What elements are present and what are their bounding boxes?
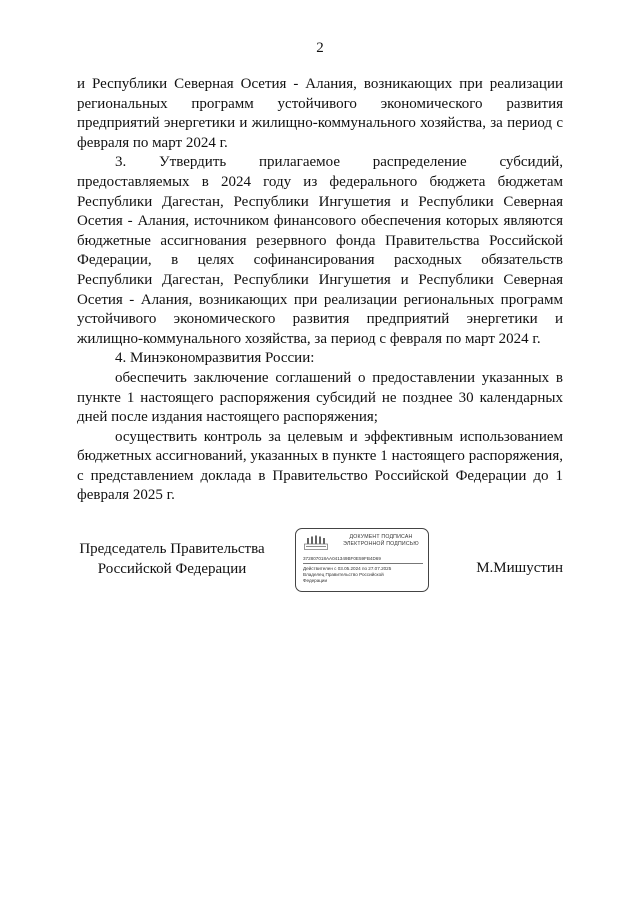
stamp-owner-line-2: Федерации: [303, 578, 328, 583]
document-body: [77, 75, 563, 506]
signature-block: [77, 528, 563, 598]
stamp-validity: Действителен с 03.05.2024 по 27.07.2025: [303, 566, 392, 571]
stamp-header-line-1: ДОКУМЕНТ ПОДПИСАН: [349, 534, 413, 540]
emblem-icon: [304, 535, 328, 550]
stamp-header-line-2: ЭЛЕКТРОННОЙ ПОДПИСЬЮ: [343, 540, 419, 547]
paragraph-item-3: 3. Утвердить прилагаемое распределение субсидий, предоставляемых в 2024 году из федерального бюджета бюджетам Республики Дагестан, Республики Ингушетия и Республики Северная Осетия - Алания, источником финансового обеспечения которых являются бюджетные ассигнования резервного фонда Правительства Российской Федерации, в целях софинансирования расходных обязательств Республики Дагестан, Республики Ингушетия и Республики Северная Осетия - Алания, возникающих при реализации региональных программ устойчивого экономического развития предприятий энергетики и жилищно-коммунального хозяйства, за период с февраля по март 2024 г.: [77, 154, 563, 347]
signer-title-line-1: Председатель Правительства: [79, 541, 265, 557]
paragraph-continuation: и Республики Северная Осетия - Алания, возникающих при реализации региональных программ устойчивого экономического развития предприятий энергетики и жилищно-коммунального хозяйства, за период с февраля по март 2024 г.: [77, 76, 563, 151]
page-number: 2: [316, 40, 324, 56]
paragraph-item-4-task-1: обеспечить заключение соглашений о предоставлении указанных в пункте 1 настоящего распоряжения субсидий не позднее 30 календарных дней после издания настоящего распоряжения;: [77, 369, 563, 426]
stamp-divider: [303, 563, 423, 564]
signer-title: [77, 540, 267, 579]
paragraph-item-4: 4. Минэкономразвития России:: [115, 350, 315, 367]
paragraph-item-4-task-2: осуществить контроль за целевым и эффективным использованием бюджетных ассигнований, указанных в пункте 1 настоящего распоряжения, с представлением доклада в Правительство Российской Федерации до 1 февраля 2025 г.: [77, 428, 563, 504]
electronic-signature-stamp: [295, 528, 429, 592]
stamp-certificate-number: 372807018AA041349BF0E59FB4D69: [303, 556, 381, 561]
signer-name: М.Мишустин: [476, 560, 563, 576]
signer-title-line-2: Российской Федерации: [97, 560, 247, 577]
stamp-header: [336, 534, 426, 547]
stamp-owner-line-1: Владелец Правительство Российской: [303, 572, 384, 577]
